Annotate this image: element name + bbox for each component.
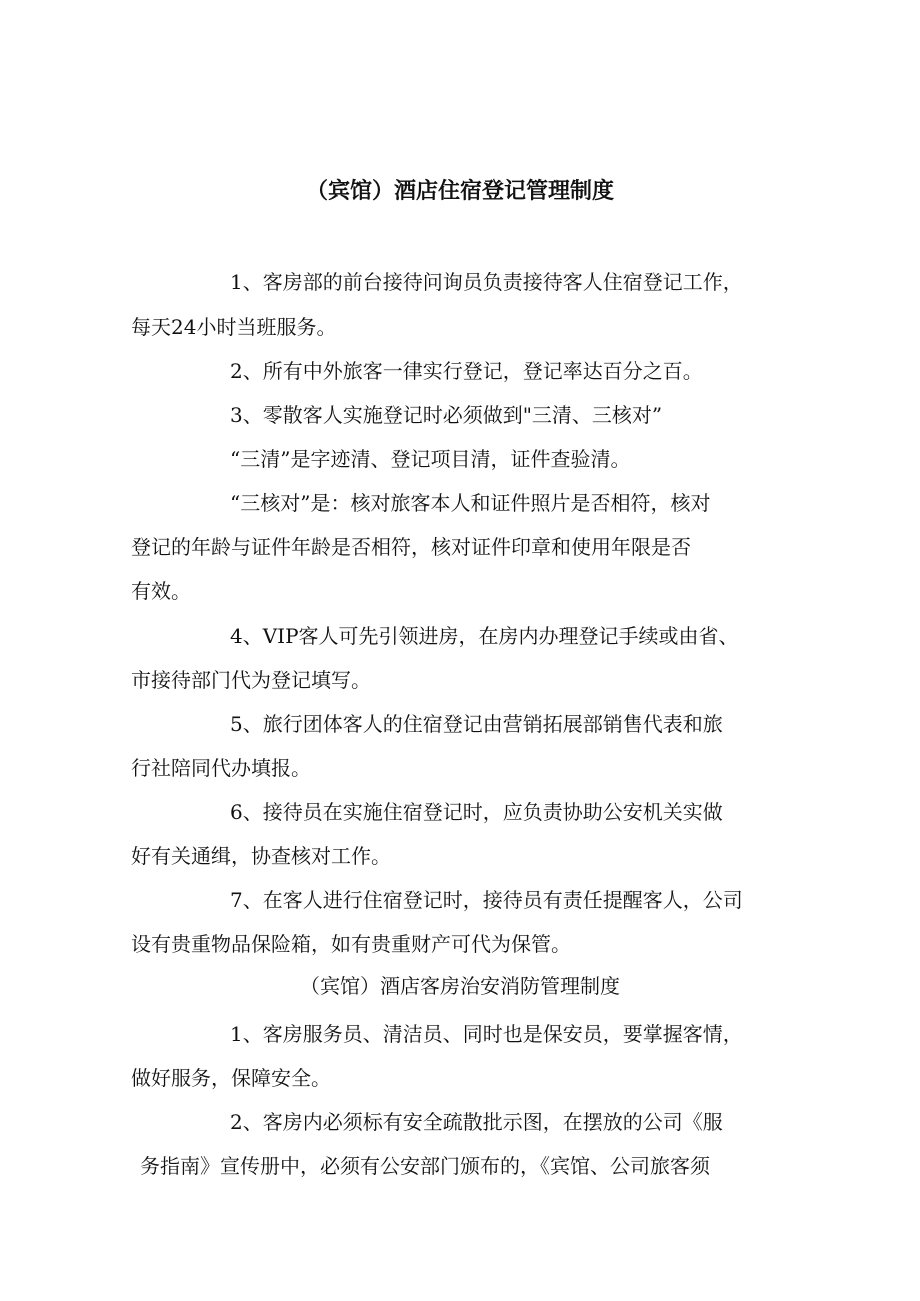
paragraph-line: 3、零散客人实施登记时必须做到"三清、三核对” [230,403,663,427]
section-subtitle: （宾馆）酒店客房治安消防管理制度 [300,974,620,998]
paragraph-line: 7、在客人进行住宿登记时，接待员有责任提醒客人，公司 [230,888,743,912]
paragraph-line: 6、接待员在实施住宿登记时，应负责协助公安机关实做 [230,800,723,824]
paragraph-line: 设有贵重物品保险箱，如有贵重财产可代为保管。 [131,932,571,956]
paragraph-line: 2、所有中外旅客一律实行登记，登记率达百分之百。 [230,359,703,383]
paragraph-line: “三清”是字迹清、登记项目清，证件查验清。 [230,447,631,471]
paragraph-line: 1、客房服务员、清洁员、同时也是保安员，要掌握客情， [230,1022,743,1046]
paragraph-line: 市接待部门代为登记填写。 [131,668,371,692]
paragraph-line: 2、客房内必须标有安全疏散批示图，在摆放的公司《服 [230,1110,723,1134]
paragraph-line: 4、VIP客人可先引领进房，在房内办理登记手续或由省、 [230,624,739,648]
paragraph-line: “三核对”是：核对旅客本人和证件照片是否相符，核对 [230,491,711,515]
paragraph-line: 行社陪同代办填报。 [131,756,311,780]
paragraph-line: 每天24小时当班服务。 [131,315,337,339]
document-title: （宾馆）酒店住宿登记管理制度 [305,179,614,204]
paragraph-line: 1、客房部的前台接待问询员负责接待客人住宿登记工作， [230,270,743,294]
paragraph-line: 登记的年龄与证件年龄是否相符，核对证件印章和使用年限是否 [131,535,691,559]
paragraph-line: 5、旅行团体客人的住宿登记由营销拓展部销售代表和旅 [230,712,723,736]
paragraph-line: 务指南》宣传册中，必须有公安部门颁布的，《宾馆、公司旅客须 [140,1154,710,1178]
paragraph-line: 做好服务，保障安全。 [131,1066,331,1090]
paragraph-line: 有效。 [131,579,191,603]
paragraph-line: 好有关通缉，协查核对工作。 [131,844,391,868]
